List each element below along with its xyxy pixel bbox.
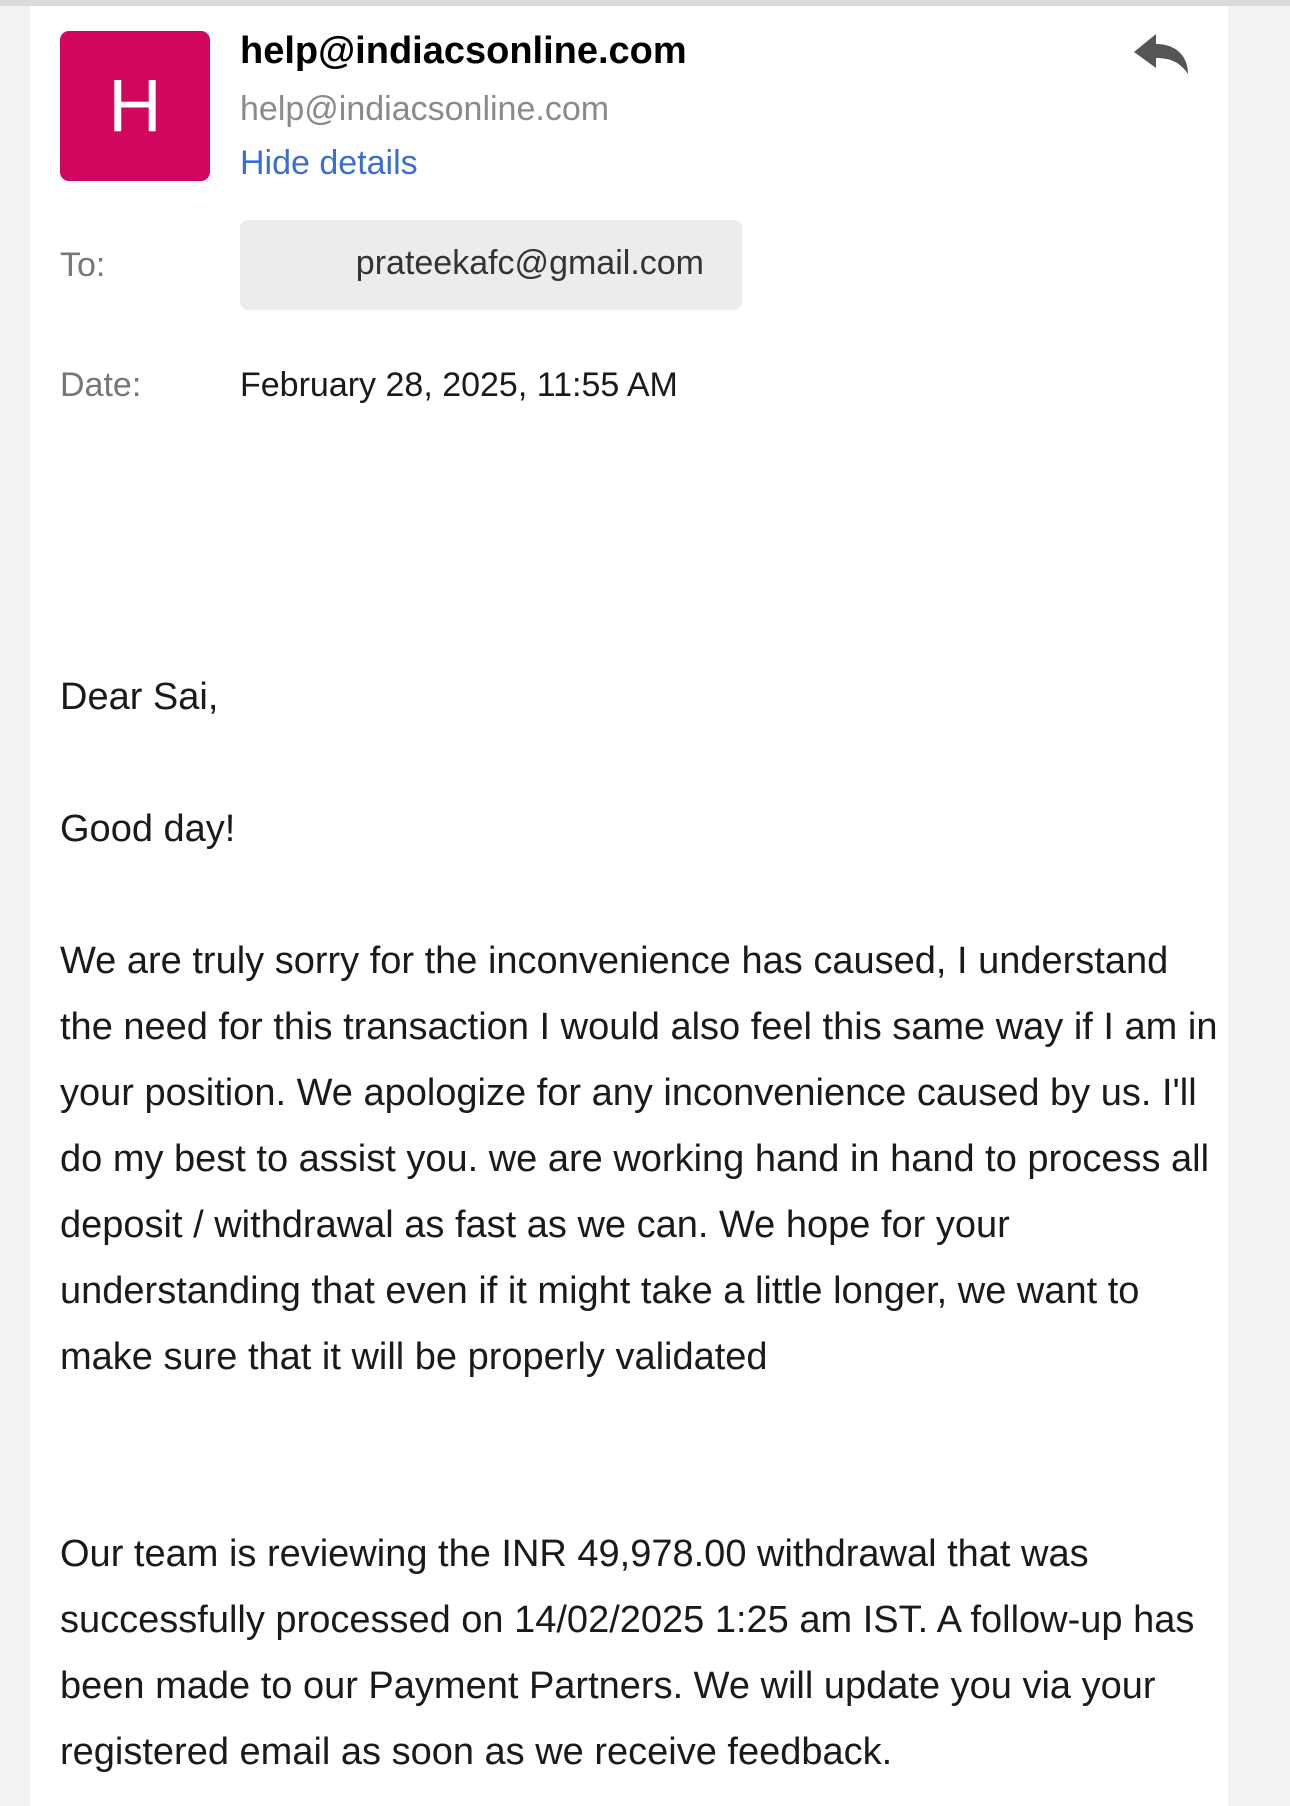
body-greeting: Dear Sai,	[60, 676, 219, 718]
date-value: February 28, 2025, 11:55 AM	[240, 366, 678, 404]
body-paragraph-withdrawal: Our team is reviewing the INR 49,978.00 withdrawal that was successfully processed on 14/02/2025 1:25 am IST. A follow-up has been made to our Payment Partners. We will update you via your registered email as soon as we receive feedback.	[60, 1533, 1195, 1773]
sender-name: help@indiacsonline.com	[240, 30, 687, 72]
sender-avatar: H	[60, 31, 210, 181]
body-paragraph-apology: We are truly sorry for the inconvenience has caused, I understand the need for this transaction I would also feel this same way if I am in your position. We apologize for any inconvenience caused by us. I'll do my best to assist you. we are working hand in hand to process all deposit / withdrawal as fast as we can. We hope for your understanding that even if it might take a little longer, we want to make sure that it will be properly validated	[60, 940, 1218, 1378]
date-label: Date:	[60, 366, 142, 404]
recipient-chip[interactable]	[240, 220, 742, 310]
to-label: To:	[60, 246, 106, 284]
reply-button[interactable]	[1120, 28, 1200, 88]
reply-arrow-icon	[1120, 28, 1200, 88]
recipient-email: prateekafc@gmail.com	[355, 244, 704, 282]
email-message	[30, 6, 1228, 1806]
body-good-day: Good day!	[60, 808, 236, 850]
sender-email: help@indiacsonline.com	[240, 90, 610, 128]
hide-details-link[interactable]: Hide details	[240, 144, 418, 182]
